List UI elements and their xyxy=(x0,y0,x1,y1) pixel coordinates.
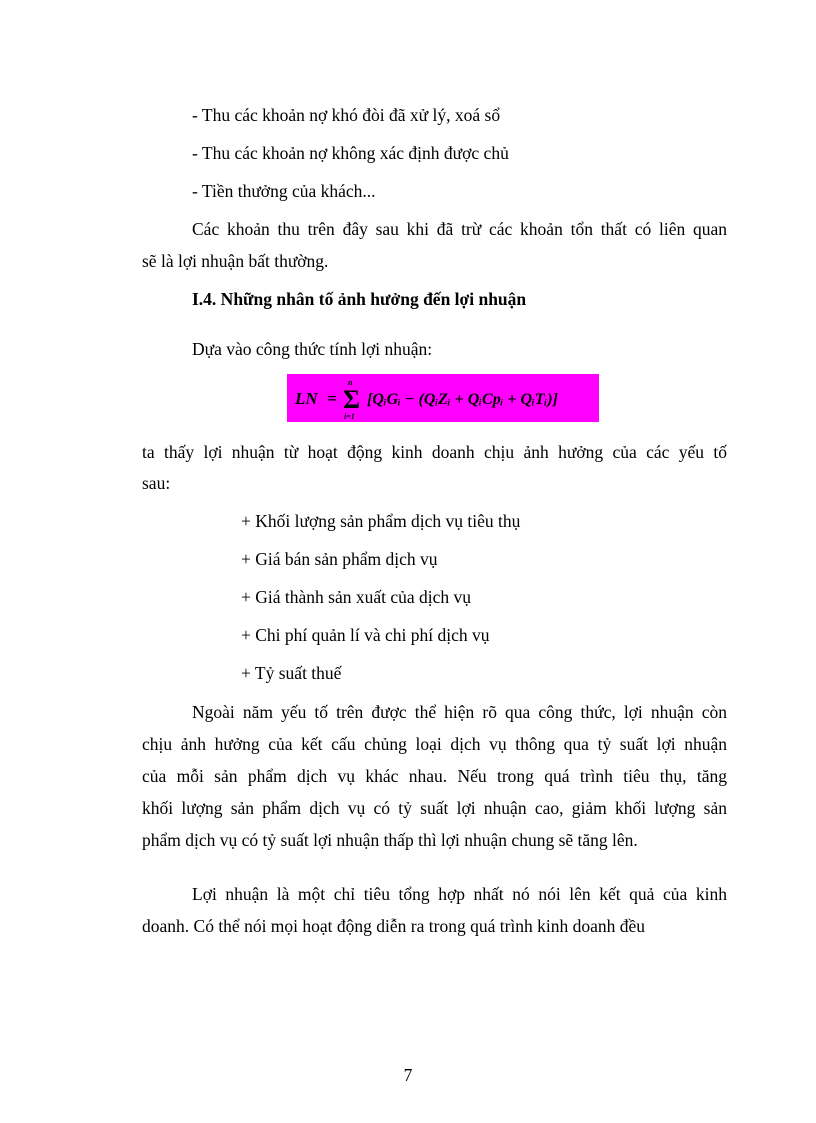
paragraph-2-line-2: sau: xyxy=(142,473,171,493)
formula-intro: Dựa vào công thức tính lợi nhuận: xyxy=(192,339,433,359)
bullet-customer-bonus: - Tiền thưởng của khách... xyxy=(192,181,376,201)
formula-body: [QᵢGᵢ − (QᵢZᵢ + QᵢCpᵢ + QᵢTᵢ)] xyxy=(367,391,558,408)
paragraph-1-line-1: Các khoản thu trên đây sau khi đã trừ các khoản tổn thất có liên quan xyxy=(192,219,727,239)
bullet-bad-debt: - Thu các khoản nợ khó đòi đã xử lý, xoá sổ xyxy=(192,105,501,125)
factor-management-cost: + Chi phí quản lí và chi phí dịch vụ xyxy=(241,625,490,645)
formula-lhs: LN xyxy=(295,389,318,408)
profit-formula-graphic xyxy=(287,374,599,422)
bullet-unknown-owner: - Thu các khoản nợ không xác định được chủ xyxy=(192,143,509,163)
paragraph-3-line-5: phẩm dịch vụ có tỷ suất lợi nhuận thấp thì lợi nhuận chung sẽ tăng lên. xyxy=(142,830,638,850)
section-heading: I.4. Những nhân tố ảnh hưởng đến lợi nhuận xyxy=(192,289,527,309)
paragraph-3-line-4: khối lượng sản phẩm dịch vụ có tỷ suất lợi nhuận cao, giảm khối lượng sản xyxy=(142,798,727,818)
sum-upper-limit: n xyxy=(348,378,353,387)
paragraph-3-line-2: chịu ảnh hưởng của kết cấu chủng loại dịch vụ thông qua tỷ suất lợi nhuận xyxy=(142,734,727,754)
sum-lower-limit: i=1 xyxy=(344,412,355,421)
sum-symbol: Σ xyxy=(343,385,360,414)
factor-production-cost: + Giá thành sản xuất của dịch vụ xyxy=(241,587,472,607)
paragraph-3-line-1: Ngoài năm yếu tố trên được thể hiện rõ qua công thức, lợi nhuận còn xyxy=(192,702,727,722)
factor-tax-rate: + Tỷ suất thuế xyxy=(241,663,342,683)
factor-selling-price: + Giá bán sản phẩm dịch vụ xyxy=(241,549,438,569)
paragraph-4-line-1: Lợi nhuận là một chỉ tiêu tổng hợp nhất nó nói lên kết quả của kinh xyxy=(192,884,727,904)
profit-formula xyxy=(287,374,599,422)
page-number: 7 xyxy=(403,1065,413,1085)
paragraph-1-line-2: sẽ là lợi nhuận bất thường. xyxy=(142,251,329,271)
formula-equals: = xyxy=(327,389,337,408)
factor-sales-volume: + Khối lượng sản phẩm dịch vụ tiêu thụ xyxy=(241,511,521,531)
paragraph-2-line-1: ta thấy lợi nhuận từ hoạt động kinh doanh chịu ảnh hưởng của các yếu tố xyxy=(142,442,727,462)
paragraph-4-line-2: doanh. Có thể nói mọi hoạt động diễn ra trong quá trình kinh doanh đều xyxy=(142,916,646,936)
paragraph-3-line-3: của mỗi sản phẩm dịch vụ khác nhau. Nếu trong quá trình tiêu thụ, tăng xyxy=(142,766,727,786)
